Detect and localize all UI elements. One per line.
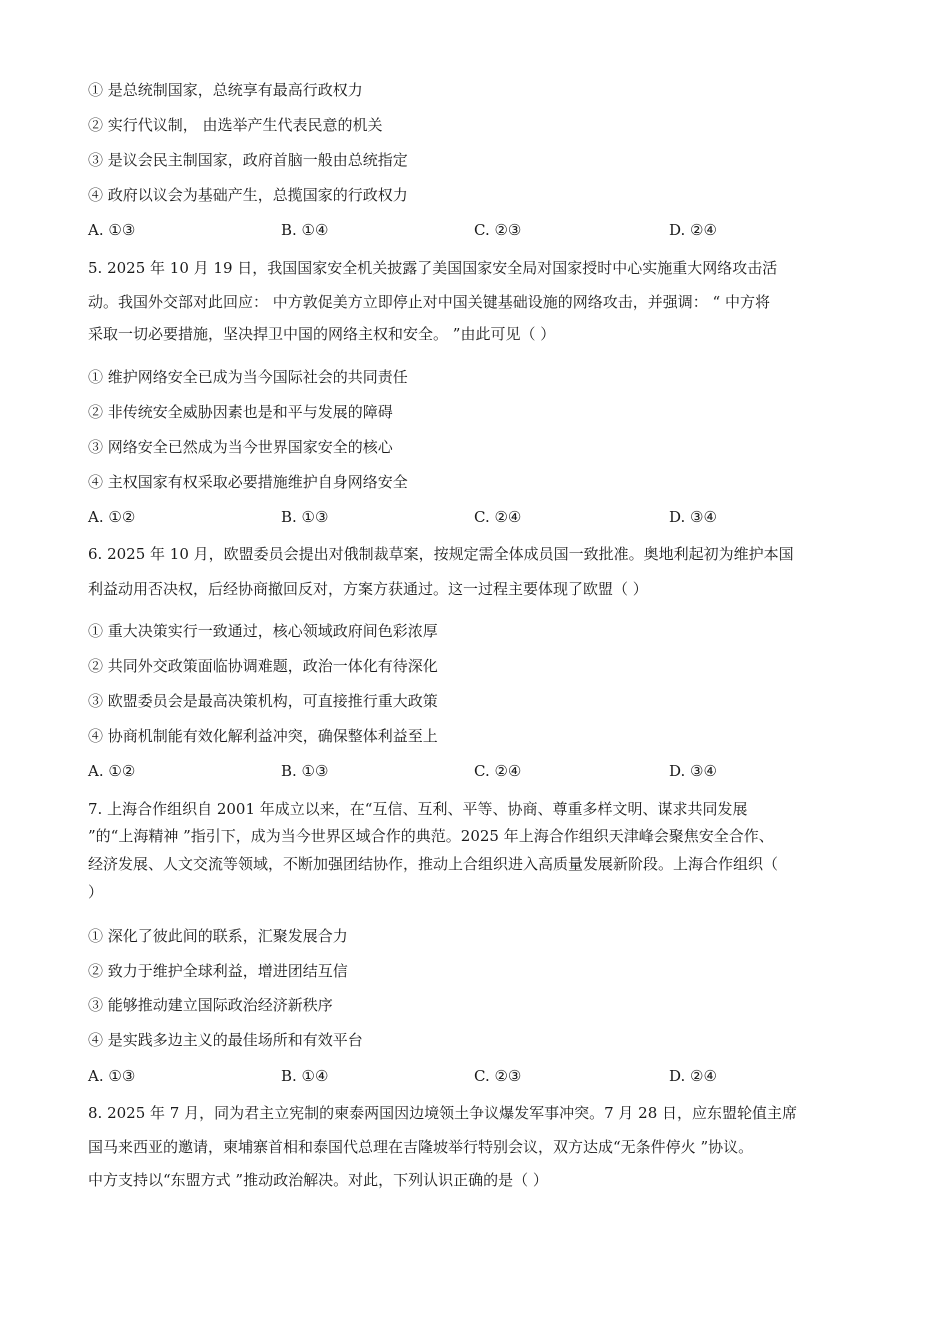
q5-options xyxy=(88,506,864,528)
q7-stem-line-3: 经济发展、人文交流等领域，不断加强团结协作，推动上合组织进入高质量发展新阶段。上海合作组织（ xyxy=(88,855,779,873)
q4-option-d: D. ②④ xyxy=(669,221,717,239)
q8-stem-line-3: 中方支持以“东盟方式 ”推动政治解决。对此，下列认识正确的是（ ） xyxy=(88,1171,548,1189)
q7-item-4: ④ 是实践多边主义的最佳场所和有效平台 xyxy=(88,1031,363,1049)
q6-option-a: A. ①② xyxy=(88,762,136,780)
q7-option-b: B. ①④ xyxy=(281,1067,329,1085)
q4-options xyxy=(88,219,864,241)
q7-stem-line-2: ”的“上海精神 ”指引下，成为当今世界区域合作的典范。2025 年上海合作组织天津峰会聚焦安全合作、 xyxy=(88,827,774,845)
q7-option-d: D. ②④ xyxy=(669,1067,717,1085)
q7-options xyxy=(88,1065,864,1087)
q5-option-d: D. ③④ xyxy=(669,508,717,526)
q5-stem-line-3: 采取一切必要措施，坚决捍卫中国的网络主权和安全。 ”由此可见（ ） xyxy=(88,325,556,343)
q6-stem-line-1: 6. 2025 年 10 月，欧盟委员会提出对俄制裁草案，按规定需全体成员国一致批准。奥地利起初为维护本国 xyxy=(88,545,794,563)
q6-item-1: ① 重大决策实行一致通过，核心领域政府间色彩浓厚 xyxy=(88,622,438,640)
q5-stem-line-1: 5. 2025 年 10 月 19 日，我国国家安全机关披露了美国国家安全局对国家授时中心实施重大网络攻击活 xyxy=(88,259,778,277)
q7-option-a: A. ①③ xyxy=(88,1067,136,1085)
q7-stem-line-1: 7. 上海合作组织自 2001 年成立以来，在“互信、互利、平等、协商、尊重多样文明、谋求共同发展 xyxy=(88,800,748,818)
q8-stem-line-2: 国马来西亚的邀请，柬埔寨首相和泰国代总理在吉隆坡举行特别会议，双方达成“无条件停火 ”协议。 xyxy=(88,1138,754,1156)
q4-option-c: C. ②③ xyxy=(474,221,522,239)
q7-item-1: ① 深化了彼此间的联系，汇聚发展合力 xyxy=(88,927,348,945)
q6-option-d: D. ③④ xyxy=(669,762,717,780)
q6-item-4: ④ 协商机制能有效化解利益冲突，确保整体利益至上 xyxy=(88,727,438,745)
q7-stem-line-4: ） xyxy=(88,883,104,901)
q6-options xyxy=(88,760,864,782)
q5-item-1: ① 维护网络安全已成为当今国际社会的共同责任 xyxy=(88,368,408,386)
q5-option-a: A. ①② xyxy=(88,508,136,526)
q8-stem-line-1: 8. 2025 年 7 月，同为君主立宪制的柬泰两国因边境领土争议爆发军事冲突。7 月 28 日，应东盟轮值主席 xyxy=(88,1104,798,1122)
q6-option-c: C. ②④ xyxy=(474,762,522,780)
q5-item-3: ③ 网络安全已然成为当今世界国家安全的核心 xyxy=(88,438,393,456)
q7-item-3: ③ 能够推动建立国际政治经济新秩序 xyxy=(88,996,333,1014)
q5-item-2: ② 非传统安全威胁因素也是和平与发展的障碍 xyxy=(88,403,393,421)
q6-item-3: ③ 欧盟委员会是最高决策机构，可直接推行重大政策 xyxy=(88,692,438,710)
q6-stem-line-2: 利益动用否决权，后经协商撤回反对，方案方获通过。这一过程主要体现了欧盟（ ） xyxy=(88,580,648,598)
q4-option-b: B. ①④ xyxy=(281,221,329,239)
q5-item-4: ④ 主权国家有权采取必要措施维护自身网络安全 xyxy=(88,473,408,491)
q5-option-c: C. ②④ xyxy=(474,508,522,526)
q4-item-4: ④ 政府以议会为基础产生，总揽国家的行政权力 xyxy=(88,186,408,204)
q6-option-b: B. ①③ xyxy=(281,762,329,780)
q5-option-b: B. ①③ xyxy=(281,508,329,526)
q4-item-3: ③ 是议会民主制国家，政府首脑一般由总统指定 xyxy=(88,151,408,169)
q5-stem-line-2: 动。我国外交部对此回应： 中方敦促美方立即停止对中国关键基础设施的网络攻击，并强调： “ 中方将 xyxy=(88,293,770,311)
q7-item-2: ② 致力于维护全球利益，增进团结互信 xyxy=(88,962,348,980)
q7-option-c: C. ②③ xyxy=(474,1067,522,1085)
q4-option-a: A. ①③ xyxy=(88,221,136,239)
q6-item-2: ② 共同外交政策面临协调难题，政治一体化有待深化 xyxy=(88,657,438,675)
q4-item-2: ② 实行代议制， 由选举产生代表民意的机关 xyxy=(88,116,383,134)
q4-item-1: ① 是总统制国家，总统享有最高行政权力 xyxy=(88,81,363,99)
